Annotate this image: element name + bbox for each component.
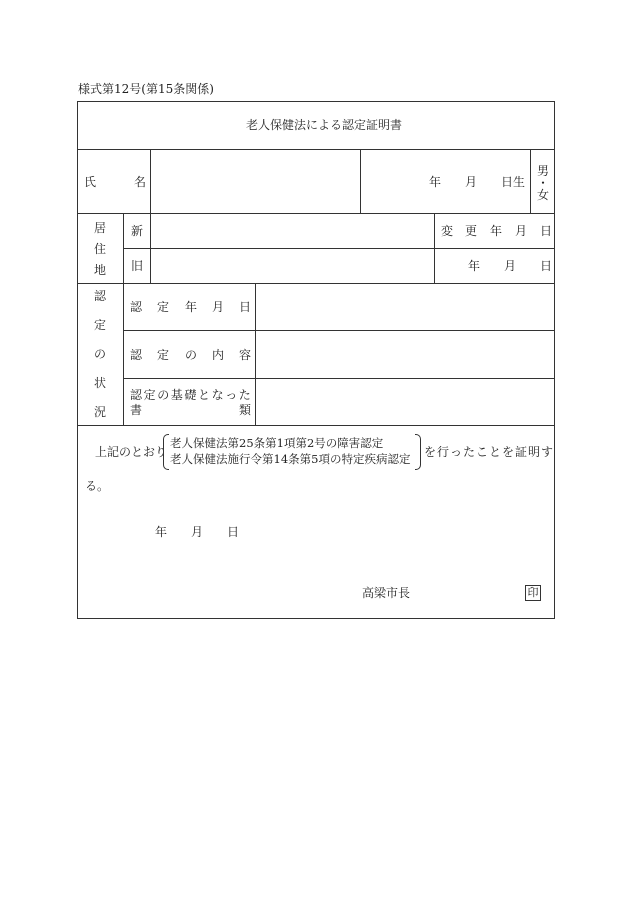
cert-basis-label: 書 — [130, 403, 143, 417]
sex-male: 男 — [537, 164, 550, 178]
address-label-char: 住 — [93, 242, 106, 256]
issue-date-char: 日 — [227, 525, 240, 539]
divider — [434, 213, 435, 283]
statement-option-1: 老人保健法第25条第1項第2号の障害認定 — [170, 436, 384, 450]
old-date-char: 年 — [468, 259, 481, 273]
cert-content-char: 内 — [212, 348, 225, 362]
cert-content-char: の — [185, 348, 198, 362]
divider — [123, 213, 124, 425]
change-date-char: 月 — [515, 224, 528, 238]
form-number: 様式第12号(第15条関係) — [78, 82, 214, 96]
address-label-char: 地 — [93, 263, 106, 277]
cert-basis-field[interactable] — [257, 380, 553, 424]
divider — [150, 213, 151, 283]
cert-content-char: 定 — [157, 348, 170, 362]
mayor-title: 高梁市長 — [362, 586, 411, 600]
statement-option-2: 老人保健法施行令第14条第5項の特定疾病認定 — [170, 452, 411, 466]
bracket-left — [163, 434, 169, 470]
status-label-char: 認 — [93, 289, 106, 303]
divider — [360, 149, 361, 213]
old-address-field[interactable] — [152, 250, 432, 282]
cert-content-char: 認 — [130, 348, 143, 362]
statement-prefix: 上記のとおり — [95, 445, 168, 459]
divider — [123, 248, 555, 249]
cert-date-char: 認 — [130, 300, 143, 314]
bracket-right — [415, 434, 421, 470]
change-date-char: 年 — [490, 224, 503, 238]
status-label-char: の — [93, 347, 106, 361]
divider — [530, 149, 531, 213]
divider — [77, 149, 555, 150]
status-label-char: 況 — [93, 405, 106, 419]
divider — [255, 283, 256, 425]
divider — [123, 330, 555, 331]
cert-date-field[interactable] — [257, 285, 553, 329]
change-date-char: 変 — [441, 224, 454, 238]
address-label-char: 居 — [93, 221, 106, 235]
document-title: 老人保健法による認定証明書 — [246, 118, 403, 132]
cert-date-char: 定 — [157, 300, 170, 314]
name-label-part: 氏 — [84, 175, 97, 189]
issue-date-char: 月 — [191, 525, 204, 539]
divider — [77, 213, 555, 214]
status-label-char: 状 — [93, 376, 106, 390]
sex-female: 女 — [537, 188, 550, 202]
cert-content-char: 容 — [239, 348, 252, 362]
cert-basis-label: 類 — [239, 403, 252, 417]
new-address-field[interactable] — [152, 215, 432, 247]
divider — [77, 425, 555, 426]
birth-month-label: 月 — [465, 175, 478, 189]
seal-mark: 印 — [525, 585, 541, 601]
divider — [150, 149, 151, 213]
change-date-char: 日 — [540, 224, 553, 238]
cert-basis-label: 認定の基礎となった — [130, 388, 253, 402]
cert-date-char: 年 — [185, 300, 198, 314]
name-field[interactable] — [152, 151, 358, 211]
issue-date-char: 年 — [155, 525, 168, 539]
old-date-char: 月 — [504, 259, 517, 273]
new-address-label: 新 — [131, 224, 144, 238]
change-date-char: 更 — [465, 224, 478, 238]
cert-date-char: 月 — [212, 300, 225, 314]
old-address-label: 旧 — [131, 259, 144, 273]
birth-day-label: 日生 — [501, 175, 526, 189]
cert-content-field[interactable] — [257, 332, 553, 377]
statement-continuation: る。 — [85, 479, 110, 493]
sex-separator: ・ — [537, 176, 550, 190]
cert-date-char: 日 — [239, 300, 252, 314]
divider — [123, 378, 555, 379]
status-label-char: 定 — [93, 318, 106, 332]
divider — [77, 283, 555, 284]
name-label-part: 名 — [134, 175, 147, 189]
statement-suffix: を行ったことを証明す — [424, 445, 555, 459]
old-date-char: 日 — [540, 259, 553, 273]
birth-year-label: 年 — [429, 175, 442, 189]
